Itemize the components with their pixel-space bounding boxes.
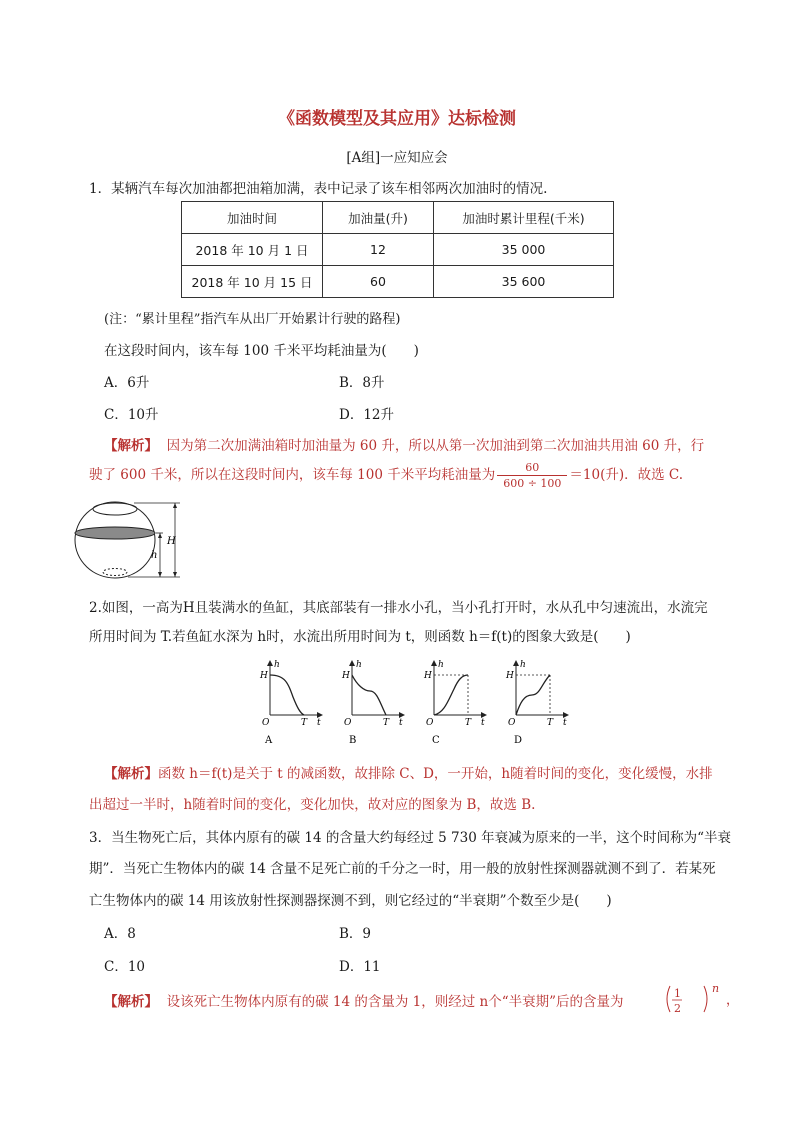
axis-label-H: H <box>424 671 432 681</box>
q3-option-c: C．10 <box>104 959 146 975</box>
analysis-text: 函数 h＝f(t)是关于 t 的减函数，故排除 C、D，一开始，h随着时间的变化，变化缓慢，水排 <box>158 766 713 782</box>
q1-option-a: A．6升 <box>104 375 150 391</box>
q2-stem-line1: 2.如图，一高为H且装满水的鱼缸，其底部装有一排水小孔，当小孔打开时，水从孔中匀速流出，水流完 <box>89 600 708 616</box>
axis-label-h: h <box>438 660 444 670</box>
analysis-text: 设该死亡生物体内原有的碳 14 的含量为 1，则经过 n个“半衰期”后的含量为 <box>166 994 624 1010</box>
q2-graphs <box>250 655 580 747</box>
axis-label-t: t <box>317 718 321 728</box>
axis-label-H: H <box>342 671 350 681</box>
graph-name-C: C <box>432 735 440 746</box>
table-header-cell: 加油时间 <box>182 202 323 234</box>
q3-option-a: A．8 <box>104 926 136 942</box>
axis-label-t: t <box>481 718 485 728</box>
fraction <box>497 460 567 491</box>
table-cell: 2018 年 10 月 15 日 <box>182 266 323 298</box>
exponent-n: n <box>712 982 720 995</box>
table-cell: 60 <box>323 266 434 298</box>
table-cell: 12 <box>323 234 434 266</box>
page-title: 《函数模型及其应用》达标检测 <box>278 109 516 129</box>
axis-label-T: T <box>301 718 308 728</box>
q3-stem-line2: 期”．当死亡生物体内的碳 14 含量不足死亡前的千分之一时，用一般的放射性探测器就测不到了．若某死 <box>89 861 716 877</box>
bowl-label-H: H <box>167 536 176 547</box>
q1-analysis-line2 <box>89 460 683 491</box>
analysis-text: 驶了 600 千米，所以在这段时间内，该车每 100 千米平均耗油量为 <box>89 467 496 483</box>
table-header-row <box>182 202 614 234</box>
axis-label-O: O <box>344 718 352 728</box>
axis-label-T: T <box>465 718 472 728</box>
q1-fuel-table <box>181 201 614 298</box>
q3-stem-line3: 亡生物体内的碳 14 用该放射性探测器探测不到，则它经过的“半衰期”个数至少是( ) <box>89 893 612 909</box>
axis-label-T: T <box>547 718 554 728</box>
analysis-text: 因为第二次加满油箱时加油量为 60 升，所以从第一次加油到第二次加油共用油 60 升，行 <box>166 438 705 454</box>
fraction-denominator: 2 <box>674 1002 681 1015</box>
analysis-label: 【解析】 <box>104 438 158 454</box>
table-cell: 35 600 <box>434 266 614 298</box>
table-header-cell: 加油时累计里程(千米) <box>434 202 614 234</box>
q1-option-b: B．8升 <box>339 375 385 391</box>
analysis-label: 【解析】 <box>104 766 158 782</box>
q1-note: (注：“累计里程”指汽车从出厂开始累计行驶的路程) <box>104 312 401 327</box>
q3-power-expression <box>660 980 740 1018</box>
trailing-comma: ， <box>726 993 740 1008</box>
axis-label-H: H <box>260 671 268 681</box>
analysis-label: 【解析】 <box>104 994 158 1010</box>
graph-name-A: A <box>265 735 273 746</box>
axis-label-h: h <box>274 660 280 670</box>
q1-option-d: D．12升 <box>339 407 395 423</box>
graph-name-D: D <box>514 735 523 746</box>
fraction-denominator: 600 ÷ 100 <box>503 477 562 490</box>
graph-C <box>423 660 486 746</box>
fraction-numerator: 60 <box>497 460 567 476</box>
graph-A <box>259 660 322 746</box>
axis-label-h: h <box>356 660 362 670</box>
q3-analysis-line1 <box>104 990 624 1010</box>
q1-option-c: C．10升 <box>104 407 159 423</box>
fishbowl-figure <box>68 500 188 582</box>
q3-stem-line1: 3．当生物死亡后，其体内原有的碳 14 的含量大约每经过 5 730 年衰减为原来的一半，这个时间称为“半衰 <box>89 830 731 846</box>
q3-option-d: D．11 <box>339 959 381 975</box>
table-header-cell: 加油量(升) <box>323 202 434 234</box>
graph-name-B: B <box>349 735 357 746</box>
table-cell: 35 000 <box>434 234 614 266</box>
axis-label-H: H <box>506 671 514 681</box>
q2-stem-line2: 所用时间为 T.若鱼缸水深为 h时，水流出所用时间为 t，则函数 h＝f(t)的图象大致是( ) <box>89 629 631 645</box>
q1-stem: 1．某辆汽车每次加油都把油箱加满，表中记录了该车相邻两次加油时的情况. <box>89 181 548 197</box>
axis-label-O: O <box>508 718 516 728</box>
q2-analysis-line1 <box>104 762 713 782</box>
q1-analysis-line1 <box>104 434 704 454</box>
bowl-label-h: h <box>151 550 158 561</box>
axis-label-T: T <box>383 718 390 728</box>
fraction-numerator: 1 <box>674 987 681 1000</box>
analysis-text: ＝10(升)．故选 C. <box>569 467 684 483</box>
graph-D <box>505 660 568 746</box>
axis-label-t: t <box>563 718 567 728</box>
graph-B <box>341 660 404 746</box>
axis-label-O: O <box>262 718 270 728</box>
q2-analysis-line2: 出超过一半时，h随着时间的变化，变化加快，故对应的图象为 B，故选 B. <box>89 797 536 813</box>
q1-question: 在这段时间内，该车每 100 千米平均耗油量为( ) <box>104 343 419 359</box>
table-cell: 2018 年 10 月 1 日 <box>182 234 323 266</box>
axis-label-h: h <box>520 660 526 670</box>
axis-label-t: t <box>399 718 403 728</box>
table-row <box>182 266 614 298</box>
axis-label-O: O <box>426 718 434 728</box>
table-row <box>182 234 614 266</box>
section-subtitle: [A组]一应知应会 <box>346 150 448 166</box>
q3-option-b: B．9 <box>339 926 372 942</box>
